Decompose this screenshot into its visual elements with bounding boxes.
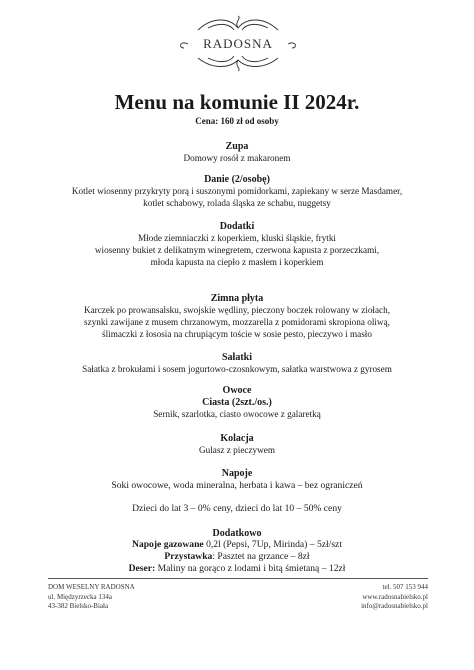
extra-item-label: Napoje gazowane [132, 539, 204, 550]
section-line: ślimaczki z łososia na chrupiącym toście w sosie pesto, pieczywo i masło [102, 329, 372, 339]
section-line: Kotlet wiosenny przykryty porą i suszonymi pomidorkami, zapiekany w serze Masdamer, [71, 186, 403, 196]
logo-text: RADOSNA [203, 36, 273, 51]
extra-item [10, 563, 464, 576]
extra-item-text: : Pasztet na grzance – 8zł [212, 551, 310, 562]
section-heading-zimna-plyta: Zimna płyta [210, 293, 264, 304]
footer-street: ul. Międzyrzecka 134a [48, 592, 112, 601]
section-heading-zupa: Zupa [225, 141, 249, 152]
footer-company-name: DOM WESELNY RADOSNA [48, 583, 135, 591]
section-line: Gulasz z pieczywem [198, 445, 276, 455]
section-heading-dodatkowo: Dodatkowo [212, 528, 262, 539]
section-line: Sernik, szarlotka, ciasto owocowe z galaretką [153, 409, 321, 419]
footer-address [48, 583, 135, 612]
section-line: Soki owocowe, woda mineralna, herbata i kawa – bez ograniczeń [111, 480, 363, 491]
section-line: kotlet schabowy, rolada śląska ze schabu, nuggetsy [143, 198, 331, 208]
section-heading-napoje: Napoje [221, 468, 253, 479]
extra-item-text: Maliny na gorąco z lodami i bitą śmietaną – 12zł [155, 563, 346, 574]
extra-item-label: Przystawka [164, 551, 213, 562]
footer-email: info@radosnabielsko.pl [361, 602, 428, 610]
section-heading-salatki: Sałatki [221, 352, 252, 363]
price-line: Cena: 160 zł od osoby [195, 116, 279, 126]
section-line: Sałatka z brokułami i sosem jogurtowo-czosnkowym, sałatka warstwowa z gyrosem [82, 364, 392, 374]
section-heading-kolacja: Kolacja [220, 433, 254, 444]
radosna-logo [168, 14, 308, 72]
section-line: Domowy rosół z makaronem [183, 153, 291, 163]
footer-contact [361, 583, 428, 612]
section-line: Karczek po prowansalsku, swojskie wędliny, pieczony boczek rolowany w ziołach, [83, 305, 391, 315]
extra-item-label: Deser: [128, 563, 156, 574]
section-line: młoda kapusta na ciepło z masłem i koperkiem [150, 257, 324, 267]
extra-item [10, 551, 464, 564]
section-line: szynki zawijane z musem chrzanowym, mozzarella z pomidorami skropiona oliwą, [84, 317, 390, 327]
footer-website: www.radosnabielsko.pl [362, 592, 428, 601]
extra-item [10, 539, 464, 552]
section-heading-dodatki: Dodatki [219, 221, 255, 232]
children-price-note: Dzieci do lat 3 – 0% ceny, dzieci do lat 10 – 50% ceny [132, 503, 342, 514]
section-heading-danie: Danie (2/osobę) [204, 174, 270, 185]
footer-divider [48, 578, 428, 579]
footer-city: 43-382 Bielsko-Biała [48, 602, 109, 610]
section-heading-owoce: Owoce [222, 385, 252, 396]
section-line: Młode ziemniaczki z koperkiem, kluski śląskie, frytki [138, 233, 336, 243]
page-title: Menu na komunie II 2024r. [114, 90, 360, 114]
section-line: wiosenny bukiet z delikatnym winegretem, czerwona kapusta z porzeczkami, [94, 245, 380, 255]
extra-item-text: 0,2l (Pepsi, 7Up, Mirinda) – 5zł/szt [203, 539, 342, 550]
section-heading-ciasta: Ciasta (2szt./os.) [202, 397, 272, 408]
footer-phone: tel. 507 153 944 [382, 583, 428, 591]
